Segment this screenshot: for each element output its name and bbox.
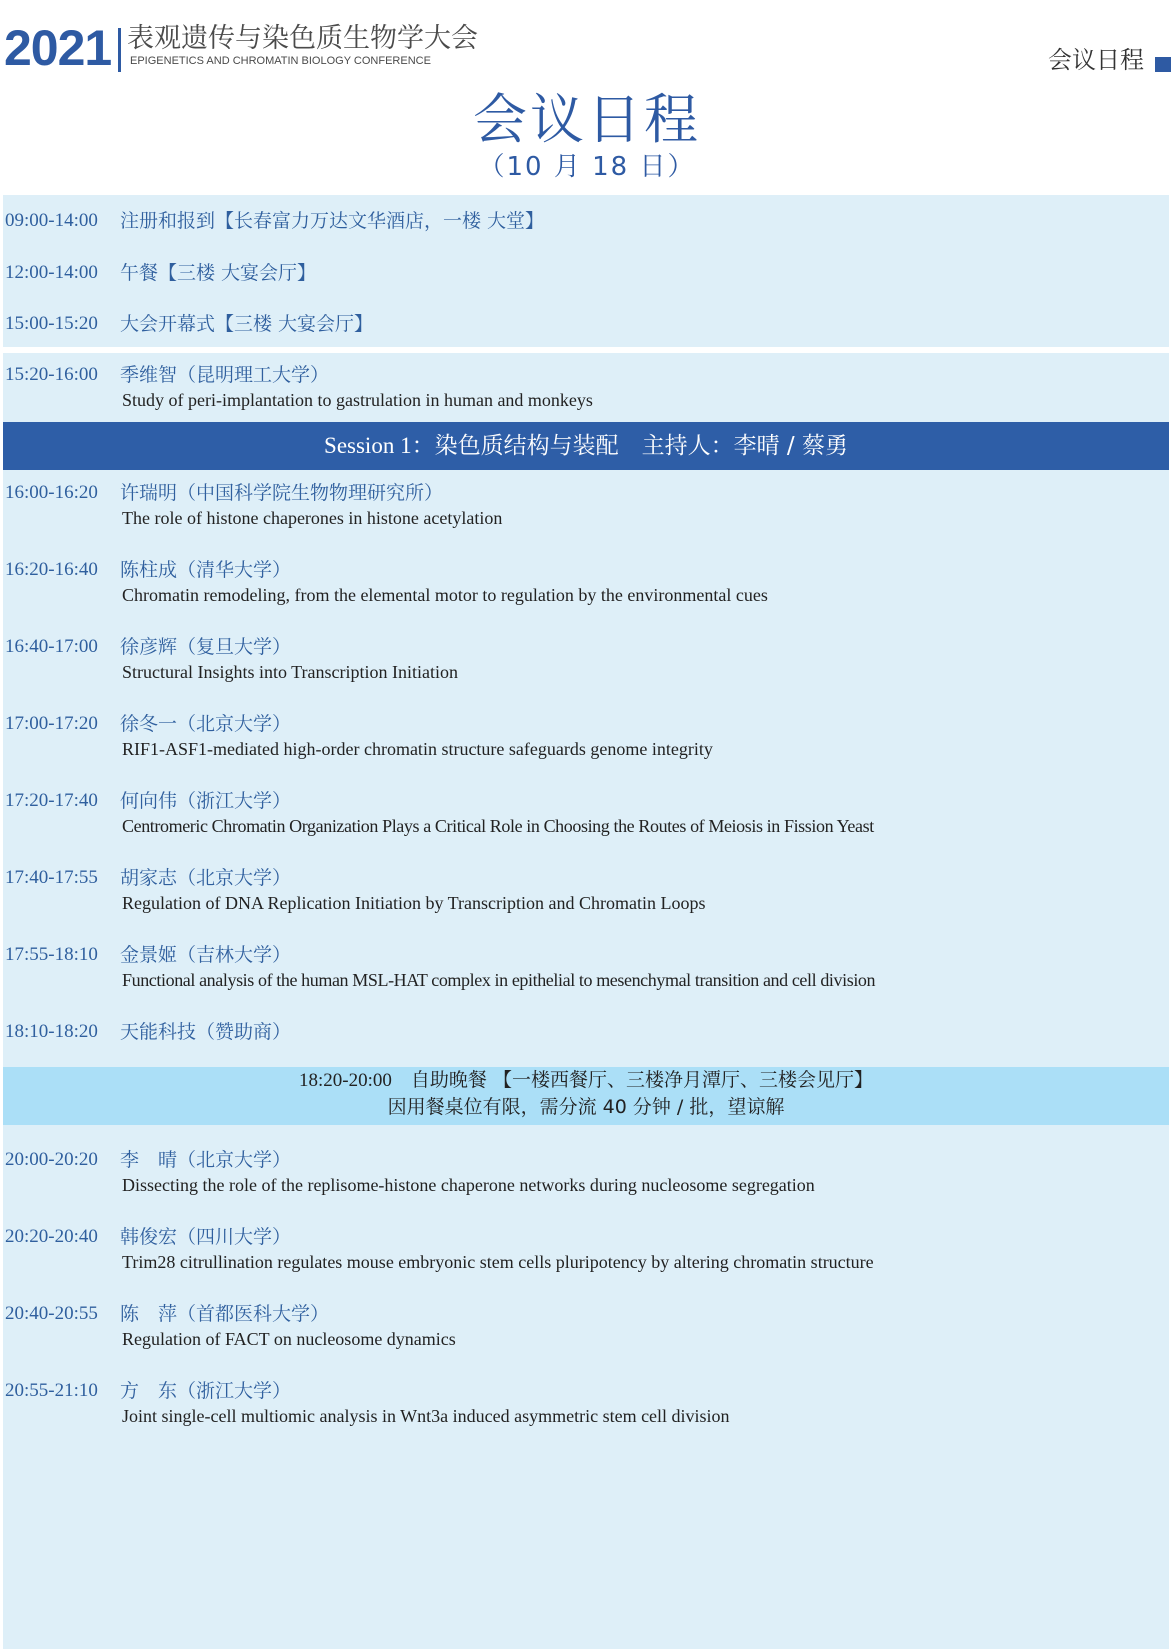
row-time: 16:20-16:40	[5, 559, 98, 580]
schedule-row	[3, 1378, 1169, 1432]
row-time: 17:20-17:40	[5, 790, 98, 811]
row-speaker: 方 东（浙江大学）	[120, 1380, 292, 1402]
row-talk-title: Regulation of FACT on nucleosome dynamics	[122, 1329, 456, 1349]
row-talk-title: Centromeric Chromatin Organization Plays a Critical Role in Choosing the Routes of Meiosis in Fission Yeast	[122, 816, 874, 836]
schedule-row	[3, 1301, 1169, 1355]
dinner-banner	[3, 1067, 1169, 1125]
dinner-note: 因用餐桌位有限，需分流 40 分钟 / 批，望谅解	[387, 1096, 785, 1118]
row-talk-title: Functional analysis of the human MSL-HAT complex in epithelial to mesenchymal transition and cell division	[122, 970, 876, 990]
row-talk-title: Study of peri-implantation to gastrulation in human and monkeys	[122, 390, 593, 410]
schedule-row	[3, 942, 1169, 996]
row-event: 注册和报到【长春富力万达文华酒店，一楼 大堂】	[120, 210, 545, 232]
row-time: 17:00-17:20	[5, 713, 98, 734]
session-label-en: Session 1	[324, 433, 412, 458]
row-talk-title: Chromatin remodeling, from the elemental motor to regulation by the environmental cues	[122, 585, 768, 605]
row-speaker: 季维智（昆明理工大学）	[120, 364, 330, 386]
page-title: 会议日程	[473, 88, 701, 151]
row-talk-title: Regulation of DNA Replication Initiation by Transcription and Chromatin Loops	[122, 893, 706, 913]
row-time: 17:55-18:10	[5, 944, 98, 965]
schedule-row	[3, 865, 1169, 919]
schedule-row	[3, 1224, 1169, 1278]
row-time: 15:00-15:20	[5, 313, 98, 334]
row-time: 20:55-21:10	[5, 1380, 98, 1401]
row-time: 18:10-18:20	[5, 1021, 98, 1042]
schedule-row	[3, 1147, 1169, 1201]
conference-name-en: EPIGENETICS AND CHROMATIN BIOLOGY CONFERENCE	[130, 55, 431, 67]
row-speaker: 陈柱成（清华大学）	[120, 559, 292, 581]
row-speaker: 韩俊宏（四川大学）	[120, 1226, 292, 1248]
row-speaker: 徐彦辉（复旦大学）	[120, 636, 292, 658]
row-time: 12:00-14:00	[5, 262, 98, 283]
schedule-row	[3, 711, 1169, 765]
row-talk-title: Dissecting the role of the replisome-histone chaperone networks during nucleosome segregation	[122, 1175, 815, 1195]
dinner-line	[3, 1067, 1169, 1094]
session-header	[3, 422, 1169, 470]
row-time: 09:00-14:00	[5, 210, 98, 231]
row-time: 20:40-20:55	[5, 1303, 98, 1324]
row-speaker: 何向伟（浙江大学）	[120, 790, 292, 812]
row-event: 午餐【三楼 大宴会厅】	[120, 262, 317, 284]
schedule-row	[3, 788, 1169, 842]
row-speaker: 胡家志（北京大学）	[120, 867, 292, 889]
schedule-row	[3, 557, 1169, 611]
row-speaker: 许瑞明（中国科学院生物物理研究所）	[120, 482, 444, 504]
dinner-time: 18:20-20:00	[299, 1070, 392, 1091]
corner-section-label: 会议日程	[1048, 46, 1144, 74]
header-divider	[118, 28, 121, 72]
row-event: 大会开幕式【三楼 大宴会厅】	[120, 313, 374, 335]
row-talk-title: Joint single-cell multiomic analysis in Wnt3a induced asymmetric stem cell division	[122, 1406, 730, 1426]
row-talk-title: Trim28 citrullination regulates mouse embryonic stem cells pluripotency by altering chromatin structure	[122, 1252, 874, 1272]
schedule-row	[3, 634, 1169, 688]
square-marker-icon	[1155, 57, 1171, 72]
row-talk-title: Structural Insights into Transcription Initiation	[122, 662, 458, 682]
row-speaker: 陈 萍（首都医科大学）	[120, 1303, 330, 1325]
row-time: 15:20-16:00	[5, 364, 98, 385]
session-label-cn: ：染色质结构与装配 主持人：李晴 / 蔡勇	[411, 433, 848, 459]
row-time: 16:00-16:20	[5, 482, 98, 503]
row-time: 20:00-20:20	[5, 1149, 98, 1170]
schedule-row	[3, 208, 1169, 238]
schedule-row	[3, 362, 1169, 416]
dinner-text: 自助晚餐 【一楼西餐厅、三楼净月潭厅、三楼会见厅】	[410, 1069, 873, 1091]
row-speaker: 金景姬（吉林大学）	[120, 944, 292, 966]
schedule-row	[3, 1019, 1169, 1049]
conference-name-cn: 表观遗传与染色质生物学大会	[127, 23, 478, 54]
conference-year: 2021	[4, 20, 112, 76]
row-time: 16:40-17:00	[5, 636, 98, 657]
schedule-row	[3, 311, 1169, 341]
row-speaker: 天能科技（赞助商）	[120, 1021, 292, 1043]
row-speaker: 徐冬一（北京大学）	[120, 713, 292, 735]
page-header	[0, 0, 1174, 80]
row-speaker: 李 晴（北京大学）	[120, 1149, 292, 1171]
row-talk-title: The role of histone chaperones in histone acetylation	[122, 508, 503, 528]
schedule-row	[3, 480, 1169, 534]
row-talk-title: RIF1-ASF1-mediated high-order chromatin structure safeguards genome integrity	[122, 739, 713, 759]
schedule-row	[3, 260, 1169, 290]
row-time: 20:20-20:40	[5, 1226, 98, 1247]
row-time: 17:40-17:55	[5, 867, 98, 888]
page-date: （10 月 18 日）	[478, 152, 696, 182]
